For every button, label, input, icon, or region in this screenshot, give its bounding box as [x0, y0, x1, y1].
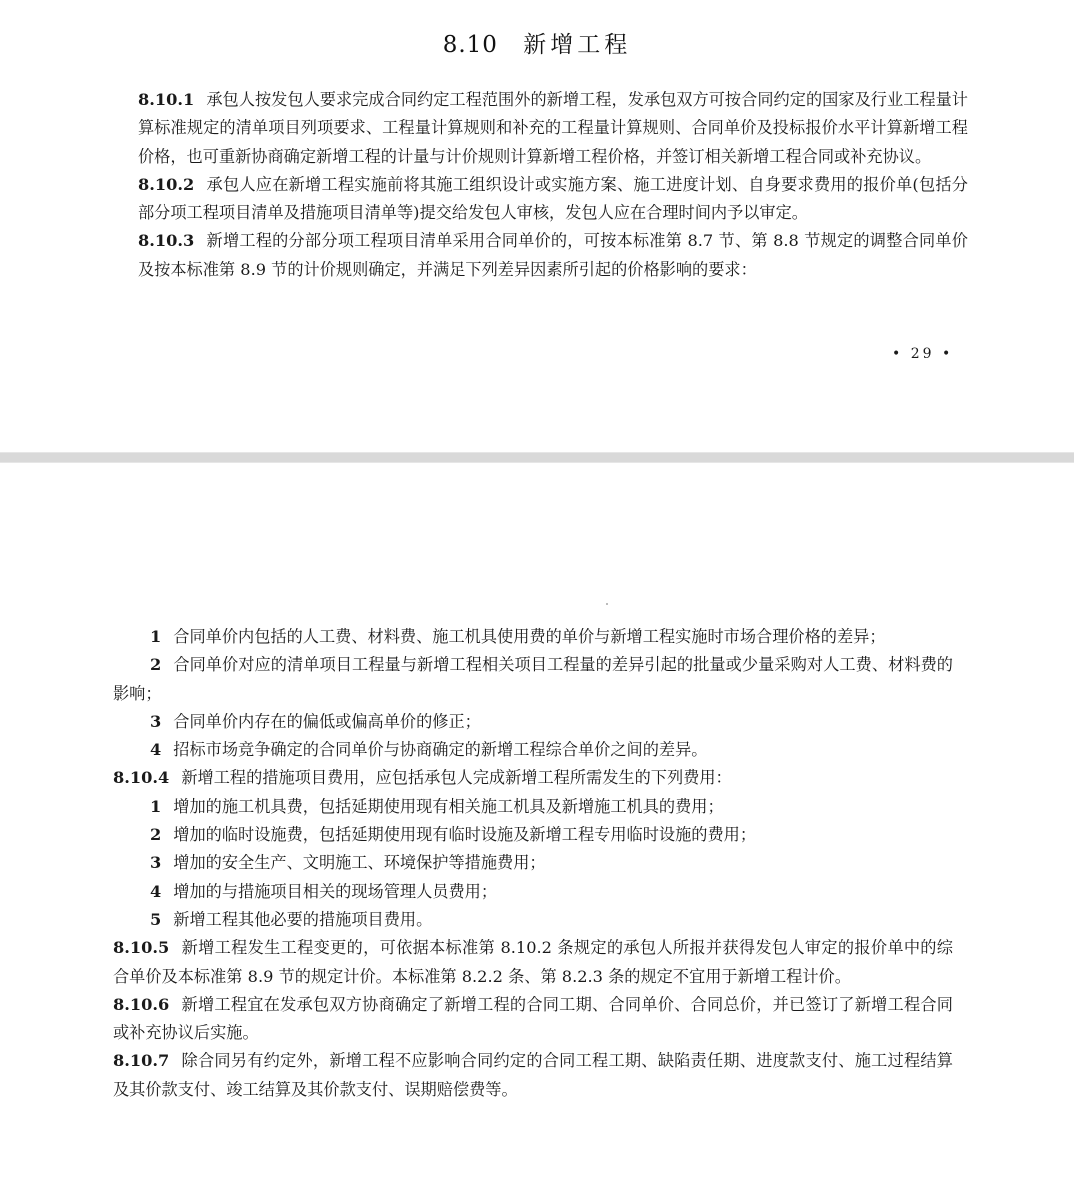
page1-body: [138, 86, 968, 284]
item-text: 增加的与措施项目相关的现场管理人员费用；: [173, 881, 498, 901]
item-number: 2: [150, 655, 162, 675]
item-text: 合同单价内存在的偏低或偏高单价的修正；: [173, 711, 481, 731]
clause-number: 8.10.7: [113, 1051, 170, 1071]
clause-8-10-2: [138, 171, 968, 228]
item-number: 3: [150, 853, 162, 873]
clause-8-10-4: [113, 764, 953, 792]
clause-text: 新增工程发生工程变更的，可依据本标准第 8.10.2 条规定的承包人所报并获得发包人审定的报价单中的综合单价及本标准第 8.9 节的规定计价。本标准第 8.2.2 条、第 8.2.3 条的规定不宜用于新增工程计价。: [113, 938, 953, 986]
item-number: 4: [150, 881, 162, 901]
list-item: [113, 849, 953, 877]
clause-8-10-7: [113, 1047, 953, 1104]
clause-number: 8.10.5: [113, 938, 170, 958]
clause-text: 承包人按发包人要求完成合同约定工程范围外的新增工程，发承包双方可按合同约定的国家及行业工程量计算标准规定的清单项目列项要求、工程量计算规则和补充的工程量计算规则、合同单价及投标报价水平计算新增工程价格，也可重新协商确定新增工程的计量与计价规则计算新增工程价格，并签订相关新增工程合同或补充协议。: [138, 90, 968, 166]
item-number: 1: [150, 627, 162, 646]
page-number: • 29 •: [892, 346, 954, 362]
list-item: [113, 736, 953, 764]
item-text: 新增工程其他必要的措施项目费用。: [173, 909, 433, 929]
list-item: [113, 906, 953, 934]
clause-number: 8.10.3: [138, 231, 195, 251]
item-number: 4: [150, 740, 162, 760]
item-text: 合同单价对应的清单项目工程量与新增工程相关项目工程量的差异引起的批量或少量采购对人工费、材料费的影响；: [113, 655, 953, 703]
clause-text: 承包人应在新增工程实施前将其施工组织设计或实施方案、施工进度计划、自身要求费用的报价单(包括分部分项工程项目清单及措施项目清单等)提交给发包人审核，发包人应在合理时间内予以审定。: [138, 174, 968, 223]
item-number: 1: [150, 796, 162, 816]
section-number: 8.10: [442, 32, 498, 58]
item-number: 5: [150, 909, 162, 929]
clause-8-10-5: [113, 934, 953, 991]
list-item: [113, 878, 953, 906]
clause-8-10-6: [113, 991, 953, 1048]
clause-number: 8.10.6: [113, 994, 170, 1014]
section-title: [0, 26, 1074, 59]
item-number: 3: [150, 711, 162, 731]
list-item: [113, 821, 953, 849]
clause-text: 新增工程的措施项目费用，应包括承包人完成新增工程所需发生的下列费用：: [181, 768, 732, 788]
clause-number: 8.10.2: [138, 174, 195, 194]
item-text: 增加的安全生产、文明施工、环境保护等措施费用；: [173, 853, 546, 873]
section-heading: 新增工程: [523, 32, 632, 58]
page2-body: [113, 623, 953, 1104]
clause-text: 新增工程宜在发承包双方协商确定了新增工程的合同工期、合同单价、合同总价，并已签订了新增工程合同或补充协议后实施。: [113, 994, 953, 1043]
item-text: 增加的施工机具费，包括延期使用现有相关施工机具及新增施工机具的费用；: [173, 796, 724, 816]
list-item: [113, 793, 953, 821]
clause-number: 8.10.4: [113, 768, 170, 788]
clause-text: 除合同另有约定外，新增工程不应影响合同约定的合同工程工期、缺陷责任期、进度款支付、施工过程结算及其价款支付、竣工结算及其价款支付、误期赔偿费等。: [113, 1051, 953, 1099]
list-item: [113, 623, 953, 651]
clause-8-10-3: [138, 227, 968, 284]
document-page-1: [0, 0, 1074, 453]
item-text: 增加的临时设施费，包括延期使用现有临时设施及新增工程专用临时设施的费用；: [173, 825, 757, 845]
clause-number: 8.10.1: [138, 90, 195, 109]
item-number: 2: [150, 825, 162, 845]
list-item: [113, 708, 953, 736]
item-text: 合同单价内包括的人工费、材料费、施工机具使用费的单价与新增工程实施时市场合理价格的差异；: [173, 627, 886, 646]
scan-speck: [606, 603, 608, 605]
clause-8-10-1: [138, 86, 968, 171]
clause-text: 新增工程的分部分项工程项目清单采用合同单价的，可按本标准第 8.7 节、第 8.8 节规定的调整合同单价及按本标准第 8.9 节的计价规则确定，并满足下列差异因素所引起的价格影响的要求：: [138, 231, 968, 279]
document-page-2: [0, 462, 1074, 1182]
item-text: 招标市场竞争确定的合同单价与协商确定的新增工程综合单价之间的差异。: [173, 740, 708, 760]
list-item: [113, 651, 953, 708]
